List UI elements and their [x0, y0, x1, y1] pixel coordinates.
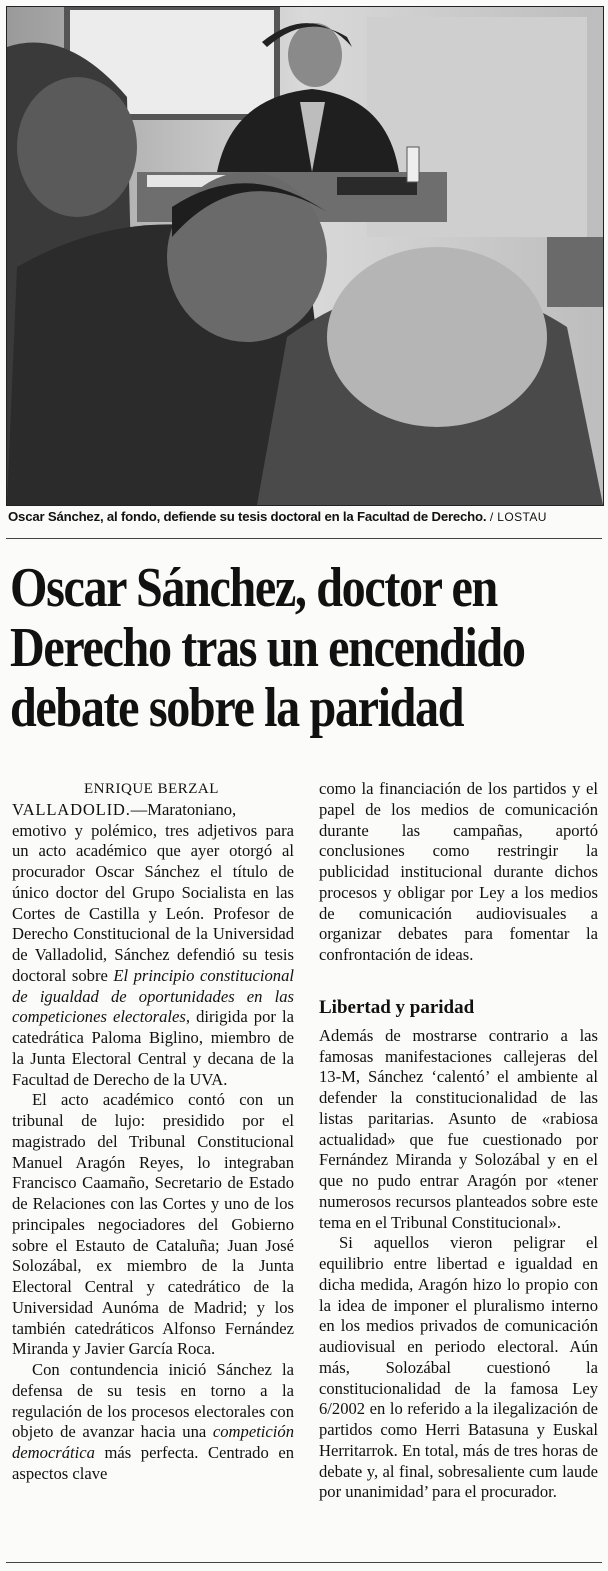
dateline-place: VALLADOLID.	[12, 799, 131, 819]
byline-author: ENRIQUE BERZAL	[84, 781, 219, 797]
bottom-rule	[6, 1562, 602, 1563]
caption-text: Oscar Sánchez, al fondo, defiende su tesis doctoral en la Facultad de Derecho.	[8, 509, 487, 524]
article-column-right	[319, 779, 598, 1503]
thesis-title: El principio constitucional de igualdad de oportunidades en las competiciones electorales	[12, 965, 295, 1027]
article-paragraph: como la financiación de los partidos y el papel de los medios de comunicación durante las campañas, aportó conclusiones como restringir la publicidad institucional durante dichos procesos y obligar por Ley a los medios de comunicación audiovisuales a organizar debates para fomentar la confrontación de ideas.	[319, 779, 598, 964]
article-paragraph: VALLADOLID.—Maratoniano, emotivo y polémico, tres adjetivos para un acto académico que ayer otorgó al procurador Oscar Sánchez el título de único doctor del Grupo Socialista en las Cortes de Castilla y León. Profesor de Derecho Constitucional de la Universidad de Valladolid, Sánchez defendió su tesis doctoral sobre El principio constitucional de igualdad de oportunidades en las competiciones electorales, dirigida por la catedrática Paloma Biglino, miembro de la Junta Electoral Central y decana de la Facultad de Derecho de la UVA.	[12, 799, 295, 1089]
article-paragraph: Además de mostrarse contrario a las famosas manifestaciones callejeras del 13-M, Sánchez ‘calentó’ el ambiente al defender la constitucionalidad de las listas paritarias. Asunto de «rabiosa actualidad» que fue cuestionado por Fernández Miranda y Solozábal y en el que no pudo entrar Aragón por «tener numerosos recursos planteados sobre este tema en el Tribunal Constitucional».	[319, 1025, 598, 1232]
headline-line: debate sobre la paridad	[10, 677, 464, 739]
article-paragraph: Con contundencia inició Sánchez la defensa de su tesis en torno a la regulación de los procesos electorales con objeto de avanzar hacia una competición democrática más perfecta. Centrado en aspectos clave	[12, 1360, 294, 1483]
article-column-left	[12, 779, 294, 1485]
section-subhead: Libertad y paridad	[319, 996, 475, 1018]
caption-divider	[6, 538, 602, 539]
news-photo	[6, 6, 604, 506]
article-paragraph: Si aquellos vieron peligrar el equilibrio entre libertad e igualdad en dicha medida, Aragón hizo lo propio con la idea de imponer el pluralismo interno en los medios privados de comunicación audiovisual en periodo electoral. Aún más, Solozábal cuestionó la constitucionalidad de la famosa Ley 6/2002 en lo referido a la ilegalización de partidos como Herri Batasuna y Euskal Herritarrok. En total, más de tres horas de debate y, al final, sobresaliente cum laude por unanimidad’ para el procurador.	[319, 1233, 598, 1502]
headline-line: Derecho tras un encendido	[10, 617, 525, 679]
photo-credit: / LOSTAU	[489, 510, 547, 524]
photo-illustration	[7, 7, 603, 505]
photo-caption	[8, 509, 604, 524]
article-paragraph: El acto académico contó con un tribunal de lujo: presidido por el magistrado del Tribunal Constitucional Manuel Aragón Reyes, lo integraban Francisco Caamaño, Secretario de Estado de Relaciones con las Cortes y uno de los principales negociadores del Gobierno sobre el Estauto de Cataluña; Juan José Solozábal, ex miembro de la Junta Electoral Central y catedrático de la Universidad Aunóma de Madrid; y los también catedráticos Alfonso Fernández Miranda y Javier García Roca.	[12, 1090, 294, 1359]
headline-line: Oscar Sánchez, doctor en	[10, 557, 497, 619]
headline	[10, 557, 525, 739]
